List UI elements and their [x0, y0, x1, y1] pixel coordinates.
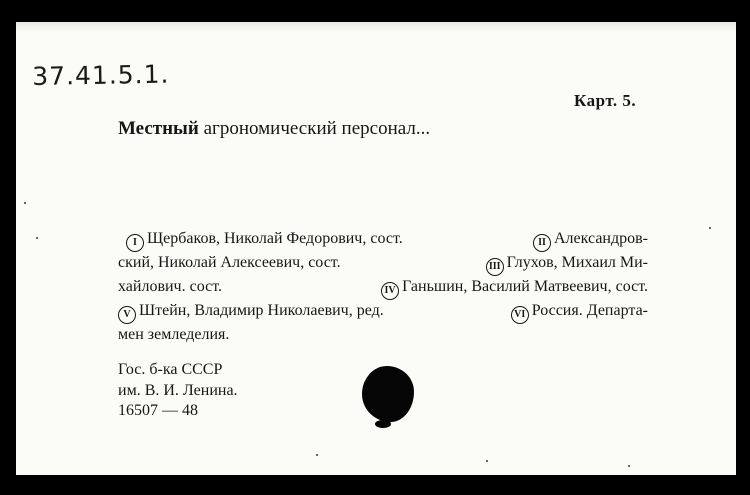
- title-rest: агрономический персонал...: [198, 118, 431, 139]
- card-edge-shadow: [16, 22, 736, 32]
- tracing-line-5: [118, 324, 648, 346]
- circled-numeral-3: III: [486, 258, 504, 276]
- punch-hole-tail: [375, 420, 391, 428]
- tracing-3: [486, 252, 648, 276]
- dust-speck: [316, 454, 318, 456]
- stamp-line-2: им. В. И. Ленина.: [118, 381, 238, 399]
- tracing-6-text: Россия. Департа-: [531, 302, 648, 319]
- dust-speck: [709, 227, 711, 229]
- tracing-line-4: [118, 300, 648, 324]
- tracing-line-1: [118, 228, 648, 252]
- punch-hole: [362, 366, 414, 422]
- circled-numeral-2: II: [533, 234, 551, 252]
- tracing-1-text: Щербаков, Николай Федорович, сост.: [147, 230, 403, 247]
- tracing-1: [118, 228, 403, 252]
- scan-border: [0, 0, 10, 30]
- circled-numeral-4: IV: [381, 282, 399, 300]
- stamp-line-3: 16507 — 48: [118, 402, 198, 419]
- tracing-6-cont: мен земледелия.: [118, 326, 230, 343]
- circled-numeral-5: V: [118, 306, 136, 324]
- tracing-line-2: [118, 252, 648, 276]
- tracing-line-3: [118, 276, 648, 300]
- tracing-2-text: Александров-: [554, 230, 648, 247]
- dust-speck: [36, 237, 38, 239]
- tracing-2-cont: ский, Николай Алексеевич, сост.: [118, 254, 341, 271]
- tracing-4-text: Ганьшин, Василий Матвеевич, сост.: [402, 278, 648, 295]
- tracing-5: [118, 300, 384, 324]
- circled-numeral-1: I: [126, 234, 144, 252]
- dust-speck: [628, 465, 630, 467]
- tracing-4: [381, 276, 648, 300]
- dust-speck: [24, 202, 26, 204]
- tracing-2-start: [533, 228, 648, 252]
- dust-speck: [486, 460, 488, 462]
- circled-numeral-6: VI: [511, 306, 529, 324]
- card-number: Карт. 5.: [574, 91, 637, 110]
- library-card: [16, 22, 736, 475]
- stamp-line-1: Гос. б-ка СССР: [118, 361, 223, 378]
- library-stamp: [118, 360, 238, 422]
- card-title: [118, 118, 430, 140]
- tracing-5-text: Штейн, Владимир Николаевич, ред.: [139, 302, 384, 319]
- tracing-3-cont: хайлович. сост.: [118, 278, 222, 295]
- tracing-6: [511, 300, 648, 324]
- tracing-3-text: Глухов, Михаил Ми-: [506, 254, 648, 271]
- tracings-block: [118, 228, 648, 346]
- call-number: 37.41.5.1.: [32, 59, 170, 91]
- title-first-word: Местный: [118, 118, 199, 139]
